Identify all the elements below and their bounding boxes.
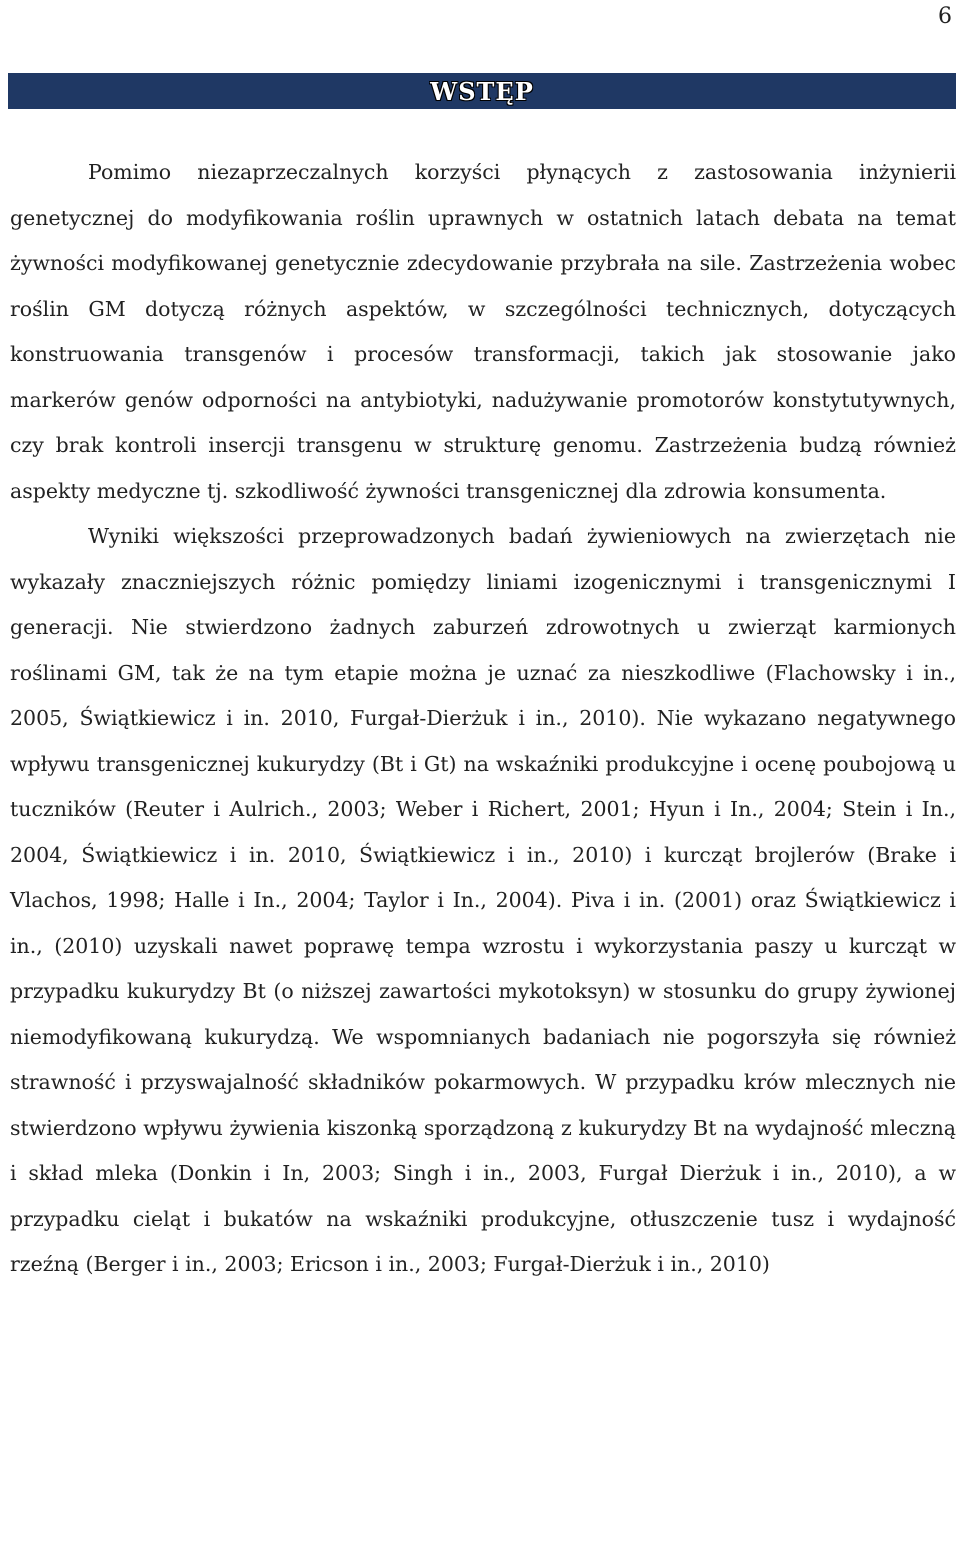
paragraph-intro: Pomimo niezaprzeczalnych korzyści płynących z zastosowania inżynierii genetycznej do modyfikowania roślin uprawnych w ostatnich latach debata na temat żywności modyfikowanej genetycznie zdecydowanie przybrała na sile. Zastrzeżenia wobec roślin GM dotyczą różnych aspektów, w szczególności technicznych, dotyczących konstruowania transgenów i procesów transformacji, takich jak stosowanie jako markerów genów odporności na antybiotyki, nadużywanie promotorów konstytutywnych, czy brak kontroli insercji transgenu w strukturę genomu. Zastrzeżenia budzą również aspekty medyczne tj. szkodliwość żywności transgenicznej dla zdrowia konsumenta.: [10, 160, 956, 503]
page-number: 6: [938, 4, 952, 29]
document-body: [10, 150, 956, 1288]
paragraph-research: Wyniki większości przeprowadzonych badań żywieniowych na zwierzętach nie wykazały znaczniejszych różnic pomiędzy liniami izogenicznymi i transgenicznymi I generacji. Nie stwierdzono żadnych zaburzeń zdrowotnych u zwierząt karmionych roślinami GM, tak że na tym etapie można je uznać za nieszkodliwe (Flachowsky i in., 2005, Świątkiewicz i in. 2010, Furgał-Dierżuk i in., 2010). Nie wykazano negatywnego wpływu transgenicznej kukurydzy (Bt i Gt) na wskaźniki produkcyjne i ocenę poubojową u tuczników (Reuter i Aulrich., 2003; Weber i Richert, 2001; Hyun i In., 2004; Stein i In., 2004, Świątkiewicz i in. 2010, Świątkiewicz i in., 2010) i kurcząt brojlerów (Brake i Vlachos, 1998; Halle i In., 2004; Taylor i In., 2004). Piva i in. (2001) oraz Świątkiewicz i in., (2010) uzyskali nawet poprawę tempa wzrostu i wykorzystania paszy u kurcząt w przypadku kukurydzy Bt (o niższej zawartości mykotoksyn) w stosunku do grupy żywionej niemodyfikowaną kukurydzą. We wspomnianych badaniach nie pogorszyła się również strawność i przyswajalność składników pokarmowych. W przypadku krów mlecznych nie stwierdzono wpływu żywienia kiszonką sporządzoną z kukurydzy Bt na wydajność mleczną i skład mleka (Donkin i In, 2003; Singh i in., 2003, Furgał Dierżuk i in., 2010), a w przypadku cieląt i bukatów na wskaźniki produkcyjne, otłuszczenie tusz i wydajność rzeźną (Berger i in., 2003; Ericson i in., 2003; Furgał-Dierżuk i in., 2010): [10, 524, 956, 1276]
section-title-bar: [8, 73, 956, 109]
section-title: WSTĘP: [430, 76, 534, 106]
